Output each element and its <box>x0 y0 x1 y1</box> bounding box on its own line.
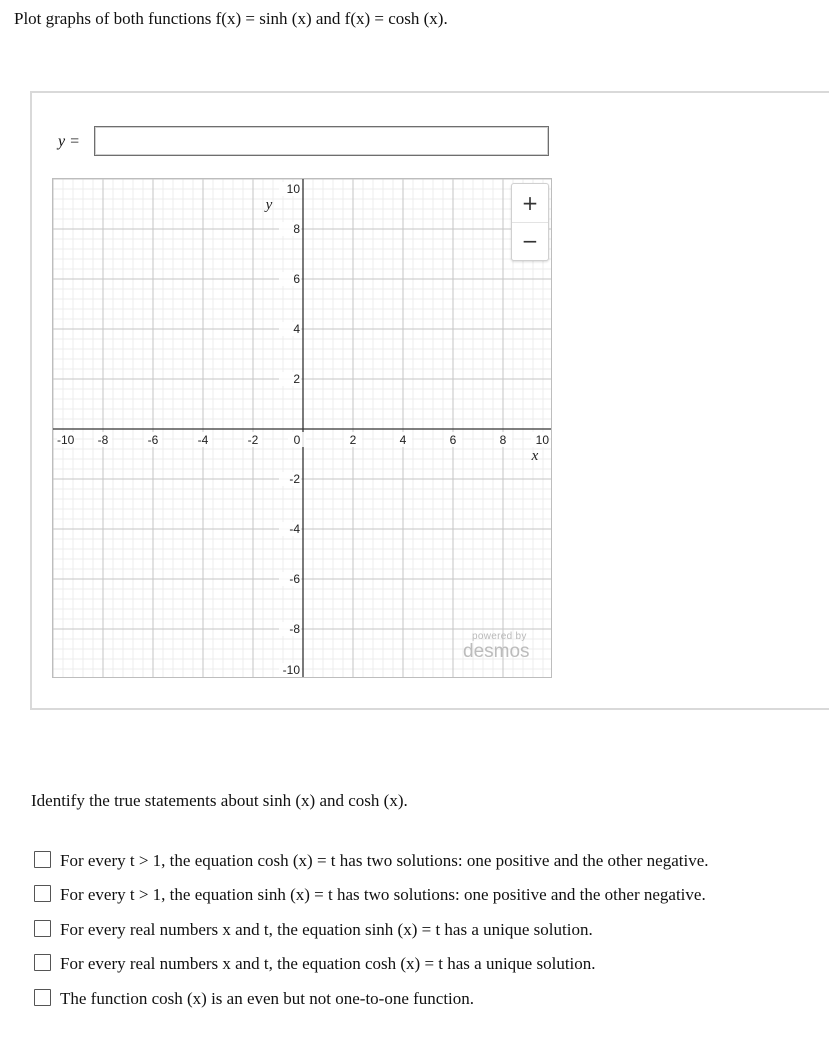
zoom-in-button[interactable]: + <box>512 184 548 223</box>
y-tick-label: 8 <box>293 222 300 236</box>
x-tick-label: 8 <box>499 433 507 447</box>
checkbox[interactable] <box>34 989 51 1006</box>
choice-label: For every t > 1, the equation cosh (x) = t has two solutions: one positive and the other negative. <box>60 851 709 870</box>
x-tick-label: 0 <box>293 433 301 447</box>
x-tick-label: 6 <box>449 433 457 447</box>
expression-input[interactable] <box>94 126 549 156</box>
zoom-controls <box>511 183 549 261</box>
choice-4[interactable] <box>34 954 596 974</box>
choice-5[interactable] <box>34 989 474 1009</box>
graph-svg <box>53 179 552 678</box>
choice-label: For every real numbers x and t, the equation cosh (x) = t has a unique solution. <box>60 954 596 973</box>
y-tick-label: 4 <box>293 322 300 336</box>
y-tick-label: 6 <box>293 272 300 286</box>
x-axis-label: x <box>531 448 539 464</box>
y-tick-label: -8 <box>289 622 300 636</box>
zoom-out-button[interactable]: − <box>521 229 539 253</box>
x-tick-label: -2 <box>247 433 259 447</box>
checkbox[interactable] <box>34 920 51 937</box>
y-tick-label: -10 <box>282 663 300 677</box>
x-tick-label: -8 <box>97 433 109 447</box>
x-tick-label: -10 <box>57 433 75 447</box>
y-tick-label: -4 <box>289 522 300 536</box>
y-tick-label: -6 <box>289 572 300 586</box>
expression-label: y = <box>58 133 80 150</box>
choice-3[interactable] <box>34 920 593 940</box>
choice-label: For every t > 1, the equation sinh (x) = t has two solutions: one positive and the other negative. <box>60 885 706 904</box>
choice-2[interactable] <box>34 885 706 905</box>
graph-canvas[interactable] <box>52 178 552 678</box>
y-tick-label: -2 <box>289 472 300 486</box>
y-axis-label: y <box>265 197 273 213</box>
x-tick-label: 2 <box>349 433 357 447</box>
choice-label: The function cosh (x) is an even but not one-to-one function. <box>60 989 475 1008</box>
x-tick-label: -4 <box>197 433 209 447</box>
checkbox[interactable] <box>34 851 51 868</box>
problem-prompt: Plot graphs of both functions f(x) = sinh (x) and f(x) = cosh (x). <box>14 9 448 28</box>
powered-by-text: powered by <box>472 631 527 642</box>
y-tick-label: 10 <box>286 182 300 196</box>
x-tick-label: 4 <box>399 433 407 447</box>
checkbox[interactable] <box>34 885 51 902</box>
x-tick-label: -6 <box>147 433 159 447</box>
choice-1[interactable] <box>34 851 709 871</box>
question-text: Identify the true statements about sinh (x) and cosh (x). <box>31 791 408 810</box>
desmos-logo[interactable]: desmos <box>463 641 530 662</box>
checkbox[interactable] <box>34 954 51 971</box>
choice-label: For every real numbers x and t, the equation sinh (x) = t has a unique solution. <box>60 920 593 939</box>
x-tick-label: 10 <box>535 433 549 447</box>
y-tick-label: 2 <box>293 372 300 386</box>
